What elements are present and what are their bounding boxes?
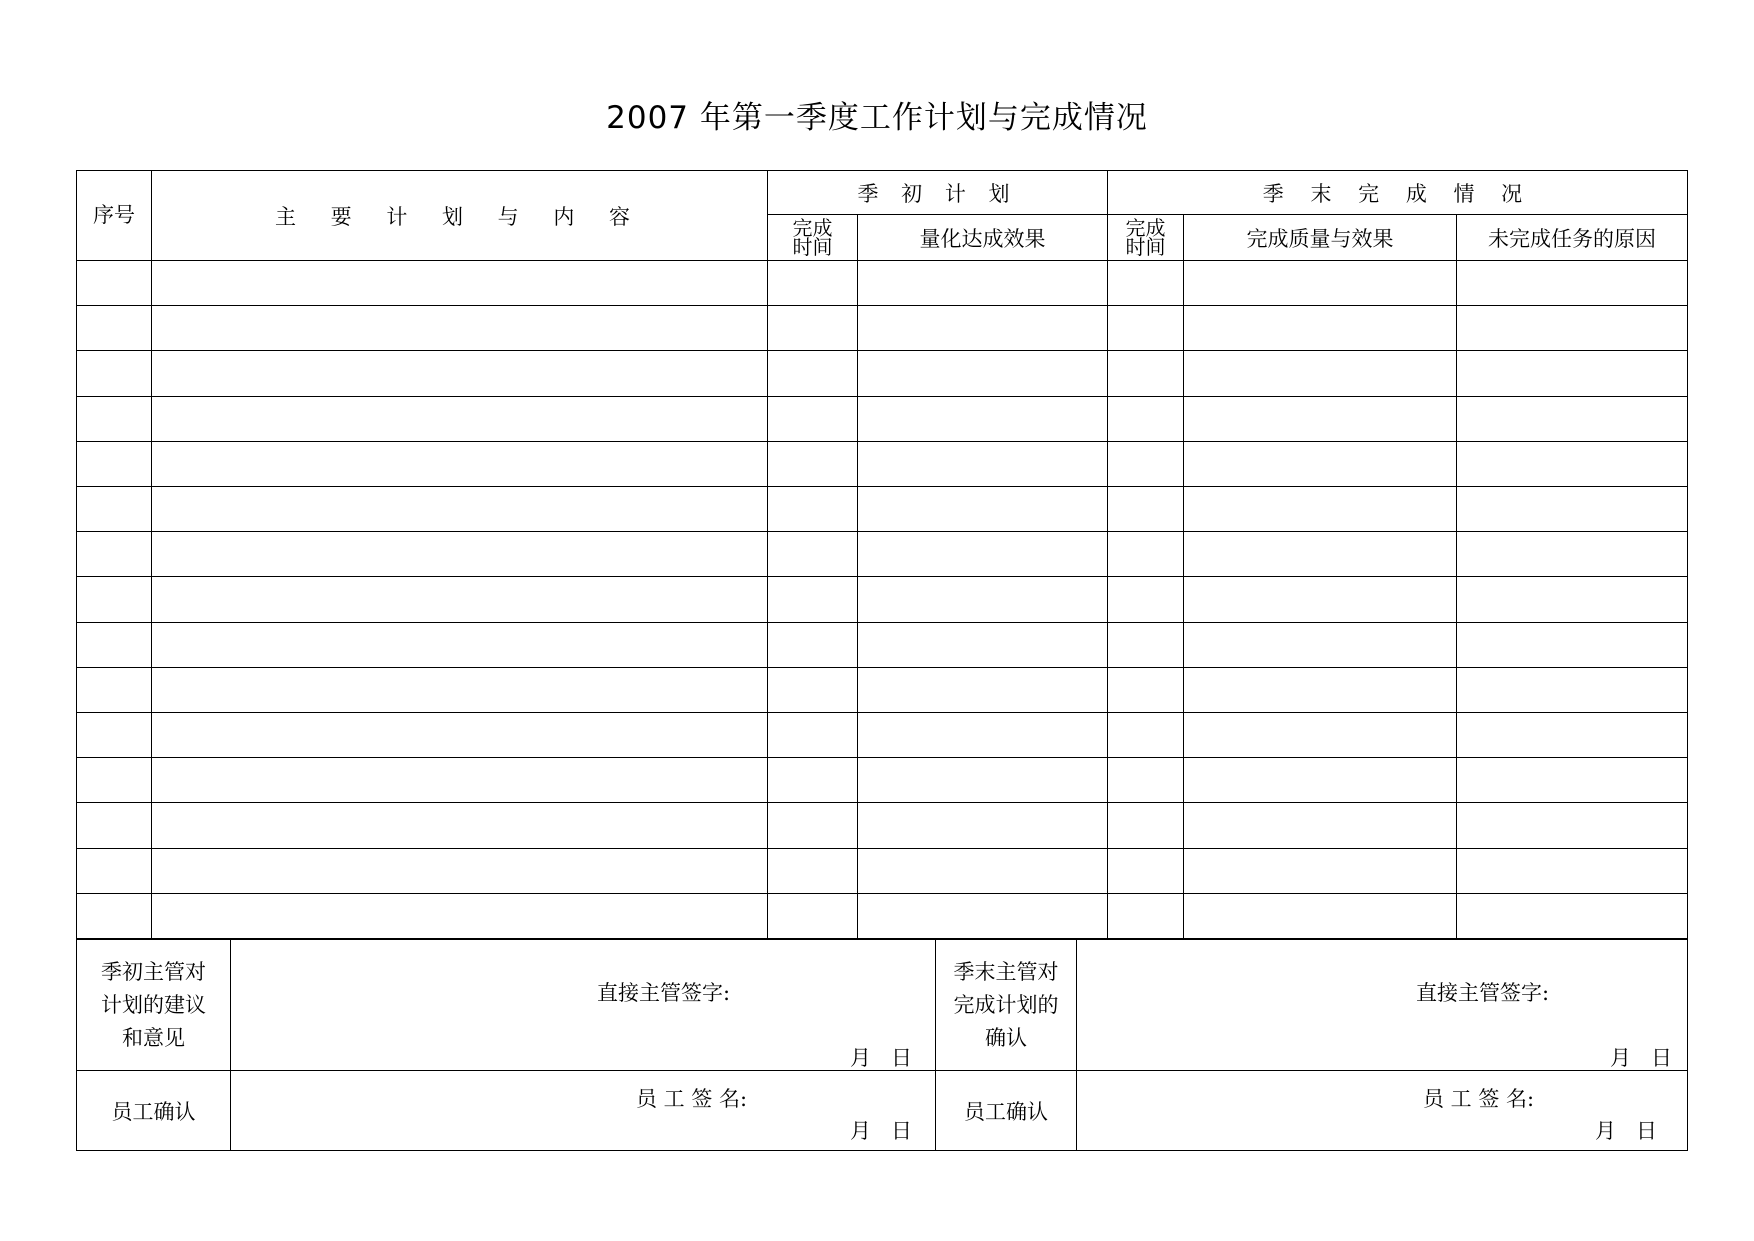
table-cell-quality[interactable] <box>1183 305 1457 351</box>
table-cell-start-time[interactable] <box>767 622 858 668</box>
table-cell-quantified[interactable] <box>857 667 1108 713</box>
table-cell-seq[interactable] <box>76 757 152 803</box>
table-cell-quality[interactable] <box>1183 667 1457 713</box>
table-cell-end-time[interactable] <box>1107 667 1184 713</box>
footer-start-sign-label: 直接主管签字: <box>597 981 731 1005</box>
table-cell-end-time[interactable] <box>1107 441 1184 487</box>
table-cell-start-time[interactable] <box>767 486 858 532</box>
table-cell-quantified[interactable] <box>857 622 1108 668</box>
table-cell-quality[interactable] <box>1183 893 1457 939</box>
header-reason-label: 未完成任务的原因 <box>1488 226 1656 251</box>
table-cell-seq[interactable] <box>76 667 152 713</box>
table-cell-end-time[interactable] <box>1107 802 1184 849</box>
table-cell-content[interactable] <box>151 893 768 939</box>
table-cell-content[interactable] <box>151 350 768 397</box>
table-cell-end-time[interactable] <box>1107 893 1184 939</box>
footer-start-sign-area[interactable] <box>230 939 936 1071</box>
footer-end-label <box>935 939 1077 1071</box>
footer-start-label-line3: 和意见 <box>122 1025 185 1050</box>
table-cell-start-time[interactable] <box>767 305 858 351</box>
table-cell-reason[interactable] <box>1456 350 1688 397</box>
table-cell-seq[interactable] <box>76 893 152 939</box>
table-cell-reason[interactable] <box>1456 622 1688 668</box>
table-cell-quantified[interactable] <box>857 305 1108 351</box>
table-cell-quantified[interactable] <box>857 441 1108 487</box>
table-cell-seq[interactable] <box>76 531 152 577</box>
table-cell-end-time[interactable] <box>1107 531 1184 577</box>
table-cell-reason[interactable] <box>1456 893 1688 939</box>
table-cell-start-time[interactable] <box>767 667 858 713</box>
footer-end-label-line3: 确认 <box>985 1025 1027 1050</box>
table-cell-end-time[interactable] <box>1107 848 1184 894</box>
footer-start-label <box>76 939 231 1071</box>
table-cell-content[interactable] <box>151 667 768 713</box>
table-cell-content[interactable] <box>151 848 768 894</box>
table-cell-content[interactable] <box>151 486 768 532</box>
footer-emp-sign-area-left[interactable] <box>230 1070 936 1151</box>
footer-emp-label-right-text: 员工确认 <box>964 1099 1048 1124</box>
header-end-time <box>1107 214 1184 261</box>
table-cell-quality[interactable] <box>1183 757 1457 803</box>
table-cell-start-time[interactable] <box>767 712 858 758</box>
table-cell-start-time[interactable] <box>767 350 858 397</box>
header-start-plan <box>767 170 1108 215</box>
table-cell-seq[interactable] <box>76 441 152 487</box>
table-cell-end-time[interactable] <box>1107 350 1184 397</box>
table-cell-seq[interactable] <box>76 305 152 351</box>
table-cell-start-time[interactable] <box>767 396 858 442</box>
table-cell-reason[interactable] <box>1456 486 1688 532</box>
table-cell-start-time[interactable] <box>767 848 858 894</box>
table-cell-content[interactable] <box>151 305 768 351</box>
table-cell-quality[interactable] <box>1183 848 1457 894</box>
header-content <box>151 170 768 261</box>
footer-end-sign-area[interactable] <box>1076 939 1688 1071</box>
header-end-time-line2: 时间 <box>1125 234 1166 259</box>
header-quality <box>1183 214 1457 261</box>
table-cell-content[interactable] <box>151 396 768 442</box>
table-cell-quantified[interactable] <box>857 260 1108 306</box>
table-cell-content[interactable] <box>151 757 768 803</box>
table-cell-quality[interactable] <box>1183 486 1457 532</box>
page-title: 2007 年第一季度工作计划与完成情况 <box>606 100 1148 136</box>
table-cell-content[interactable] <box>151 441 768 487</box>
table-cell-end-time[interactable] <box>1107 486 1184 532</box>
footer-start-date: 月 日 <box>850 1046 913 1070</box>
table-cell-reason[interactable] <box>1456 396 1688 442</box>
table-cell-start-time[interactable] <box>767 260 858 306</box>
table-cell-seq[interactable] <box>76 802 152 849</box>
table-cell-reason[interactable] <box>1456 531 1688 577</box>
table-cell-reason[interactable] <box>1456 441 1688 487</box>
header-start-time <box>767 214 858 261</box>
footer-emp-label-left-text: 员工确认 <box>111 1099 196 1124</box>
table-cell-reason[interactable] <box>1456 667 1688 713</box>
header-seq <box>76 170 152 261</box>
footer-emp-label-right <box>935 1070 1077 1151</box>
table-cell-reason[interactable] <box>1456 712 1688 758</box>
table-cell-seq[interactable] <box>76 712 152 758</box>
table-cell-quantified[interactable] <box>857 396 1108 442</box>
footer-emp-sign-right: 员 工 签 名: <box>1423 1087 1535 1111</box>
header-quantified-label: 量化达成效果 <box>919 226 1046 251</box>
table-cell-quality[interactable] <box>1183 712 1457 758</box>
table-cell-quality[interactable] <box>1183 350 1457 397</box>
table-cell-content[interactable] <box>151 712 768 758</box>
table-cell-quantified[interactable] <box>857 712 1108 758</box>
table-cell-start-time[interactable] <box>767 441 858 487</box>
header-start-time-line2: 时间 <box>792 234 833 259</box>
table-cell-reason[interactable] <box>1456 802 1688 849</box>
footer-start-label-line2: 计划的建议 <box>101 992 206 1017</box>
header-end-time-line1: 完成 <box>1125 215 1166 240</box>
table-cell-quality[interactable] <box>1183 441 1457 487</box>
table-cell-quantified[interactable] <box>857 531 1108 577</box>
table-cell-quality[interactable] <box>1183 802 1457 849</box>
table-cell-seq[interactable] <box>76 350 152 397</box>
table-cell-seq[interactable] <box>76 260 152 306</box>
footer-end-label-line1: 季末主管对 <box>953 959 1059 984</box>
header-quantified <box>857 214 1108 261</box>
header-end-status <box>1107 170 1688 215</box>
footer-end-sign-label: 直接主管签字: <box>1416 981 1550 1005</box>
header-seq-label: 序号 <box>93 202 135 227</box>
table-cell-start-time[interactable] <box>767 576 858 623</box>
table-cell-reason[interactable] <box>1456 757 1688 803</box>
table-cell-quality[interactable] <box>1183 260 1457 306</box>
table-cell-quantified[interactable] <box>857 757 1108 803</box>
table-cell-seq[interactable] <box>76 622 152 668</box>
table-cell-end-time[interactable] <box>1107 260 1184 306</box>
table-cell-quantified[interactable] <box>857 350 1108 397</box>
footer-emp-label-left <box>76 1070 231 1151</box>
footer-emp-date-right: 月 日 <box>1595 1119 1658 1143</box>
header-reason <box>1456 214 1688 261</box>
table-cell-end-time[interactable] <box>1107 622 1184 668</box>
table-cell-start-time[interactable] <box>767 757 858 803</box>
table-cell-reason[interactable] <box>1456 848 1688 894</box>
table-cell-end-time[interactable] <box>1107 305 1184 351</box>
table-cell-quantified[interactable] <box>857 802 1108 849</box>
table-cell-content[interactable] <box>151 802 768 849</box>
header-quality-label: 完成质量与效果 <box>1246 226 1394 251</box>
table-cell-content[interactable] <box>151 531 768 577</box>
table-cell-end-time[interactable] <box>1107 712 1184 758</box>
table-cell-seq[interactable] <box>76 486 152 532</box>
table-cell-end-time[interactable] <box>1107 396 1184 442</box>
header-start-time-line1: 完成 <box>792 215 833 240</box>
footer-emp-sign-left: 员 工 签 名: <box>636 1087 748 1111</box>
table-cell-content[interactable] <box>151 576 768 623</box>
table-cell-quality[interactable] <box>1183 396 1457 442</box>
table-cell-quantified[interactable] <box>857 576 1108 623</box>
table-cell-start-time[interactable] <box>767 531 858 577</box>
table-cell-quality[interactable] <box>1183 622 1457 668</box>
table-cell-quantified[interactable] <box>857 893 1108 939</box>
table-cell-reason[interactable] <box>1456 260 1688 306</box>
table-cell-content[interactable] <box>151 260 768 306</box>
table-cell-content[interactable] <box>151 622 768 668</box>
table-cell-quality[interactable] <box>1183 531 1457 577</box>
footer-start-label-line1: 季初主管对 <box>101 959 206 984</box>
table-cell-end-time[interactable] <box>1107 757 1184 803</box>
table-cell-start-time[interactable] <box>767 802 858 849</box>
footer-end-date: 月 日 <box>1610 1046 1673 1070</box>
table-cell-start-time[interactable] <box>767 893 858 939</box>
footer-end-label-line2: 完成计划的 <box>953 992 1059 1017</box>
table-cell-reason[interactable] <box>1456 305 1688 351</box>
header-start-plan-label: 季 初 计 划 <box>857 181 1018 206</box>
table-cell-quality[interactable] <box>1183 576 1457 623</box>
table-cell-quantified[interactable] <box>857 486 1108 532</box>
table-cell-seq[interactable] <box>76 848 152 894</box>
table-cell-end-time[interactable] <box>1107 576 1184 623</box>
table-cell-seq[interactable] <box>76 576 152 623</box>
table-cell-reason[interactable] <box>1456 576 1688 623</box>
footer-emp-date-left: 月 日 <box>850 1119 913 1143</box>
header-content-label: 主 要 计 划 与 内 容 <box>274 204 645 229</box>
table-cell-quantified[interactable] <box>857 848 1108 894</box>
header-end-status-label: 季 末 完 成 情 况 <box>1262 181 1533 206</box>
table-cell-seq[interactable] <box>76 396 152 442</box>
